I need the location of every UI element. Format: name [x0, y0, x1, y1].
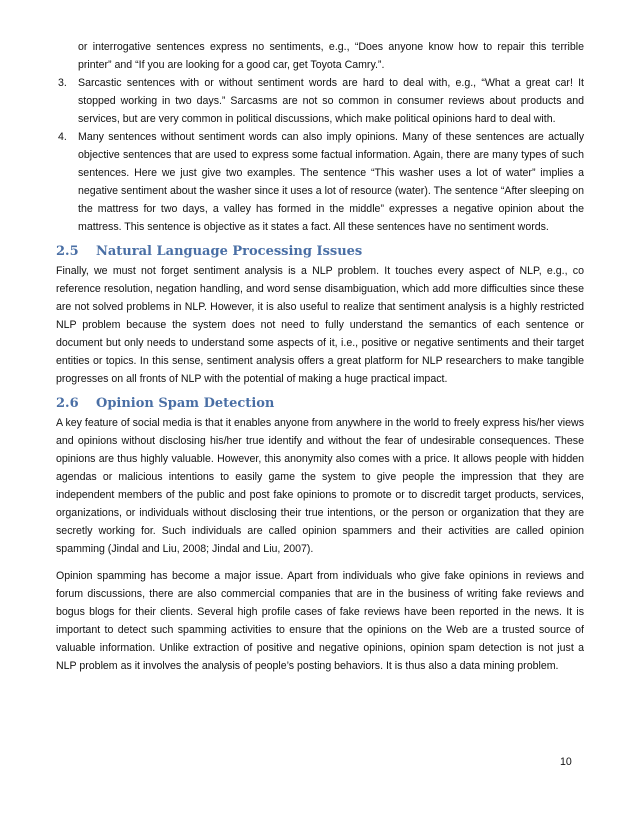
section-number: 2.6	[56, 396, 79, 411]
section-number: 2.5	[56, 244, 79, 259]
paragraph: A key feature of social media is that it enables anyone from anywhere in the world to freely express his/her views and opinions without disclosing his/her true identify and without the fear of undesirable consequences. These opinions are thus highly valuable. However, this anonymity also comes with a price. It allows people with hidden agendas or malicious intentions to easily game the system to give people the impression that they are independent members of the public and post fake opinions to promote or to discredit target products, services, organizations, or individuals without disclosing their true intentions, or the person or organization that they are secretly working for. Such individuals are called opinion spammers and their activities are called opinion spamming (Jindal and Liu, 2008; Jindal and Liu, 2007).	[56, 417, 584, 555]
list-item-number: 4.	[58, 131, 67, 143]
section-title: Opinion Spam Detection	[96, 396, 275, 411]
section-heading-2-5	[56, 243, 584, 261]
list-item-text: or interrogative sentences express no sentiments, e.g., “Does anyone know how to repair this terrible printer” and “If you are looking for a good car, get Toyota Camry.”.	[78, 41, 584, 71]
page-number: 10	[560, 756, 572, 768]
list-item	[56, 128, 584, 236]
list-item-text: Sarcastic sentences with or without sentiment words are hard to deal with, e.g., “What a great car! It stopped working in two days.” Sarcasms are not so common in consumer reviews about products and services, but are very common in political discussions, which make political opinions hard to deal with.	[78, 77, 584, 125]
list-item-number: 3.	[58, 77, 67, 89]
list-item	[56, 74, 584, 128]
section-title: Natural Language Processing Issues	[96, 244, 363, 259]
paragraph: Finally, we must not forget sentiment analysis is a NLP problem. It touches every aspect of NLP, e.g., co reference resolution, negation handling, and word sense disambiguation, which add more difficulties since these are not solved problems in NLP. However, it is also useful to realize that sentiment analysis is a highly restricted NLP problem because the system does not need to fully understand the semantics of each sentence or document but only needs to understand some aspects of it, i.e., positive or negative sentiments and their target entities or topics. In this sense, sentiment analysis offers a great platform for NLP researchers to make tangible progresses on all fronts of NLP with the potential of making a huge practical impact.	[56, 265, 584, 385]
list-item-continuation	[56, 38, 584, 74]
document-page	[56, 38, 584, 675]
section-heading-2-6	[56, 395, 584, 413]
paragraph: Opinion spamming has become a major issue. Apart from individuals who give fake opinions in reviews and forum discussions, there are also commercial companies that are in the business of writing fake reviews and bogus blogs for their clients. Several high profile cases of fake reviews have been reported in the news. It is important to detect such spamming activities to ensure that the opinions on the Web are a trusted source of valuable information. Unlike extraction of positive and negative opinions, opinion spam detection is not just a NLP problem as it involves the analysis of people’s posting behaviors. It is thus also a data mining problem.	[56, 570, 584, 672]
limitations-list	[56, 38, 584, 236]
list-item-text: Many sentences without sentiment words can also imply opinions. Many of these sentences are actually objective sentences that are used to express some factual information. Again, there are many types of such sentences. Here we just give two examples. The sentence “This washer uses a lot of water” implies a negative sentiment about the washer since it uses a lot of resource (water). The sentence “After sleeping on the mattress for two days, a valley has formed in the middle” expresses a negative opinion about the mattress. This sentence is objective as it states a fact. All these sentences have no sentiment words.	[78, 131, 584, 233]
